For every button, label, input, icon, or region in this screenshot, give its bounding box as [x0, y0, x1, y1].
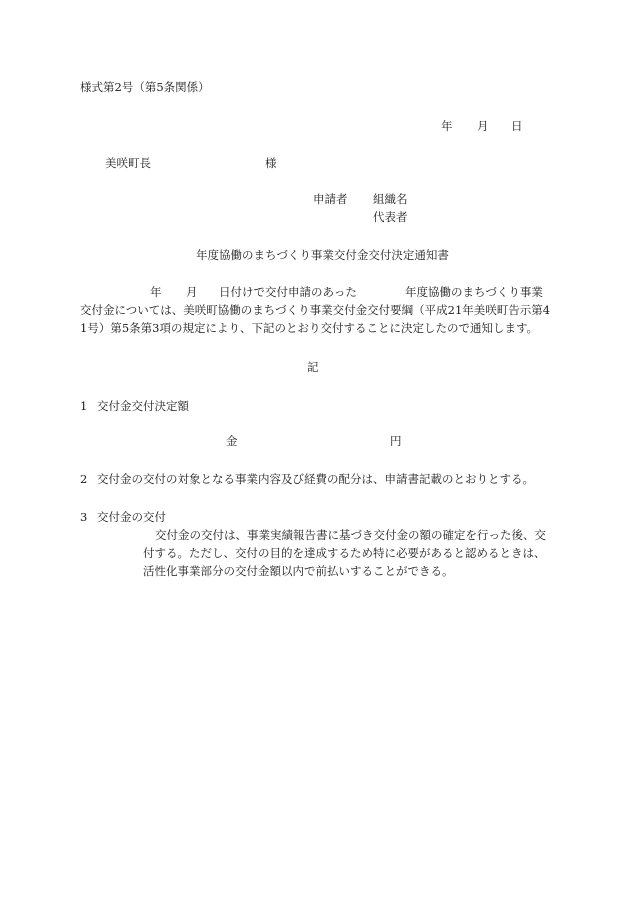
item3-label: 交付金の交付 [97, 510, 166, 524]
ki-heading: 記 [307, 360, 319, 374]
date-month-label: 月 [477, 119, 489, 133]
date-year-label: 年 [441, 119, 453, 133]
item1-label: 交付金交付決定額 [97, 399, 189, 413]
item3-line2: 付する。ただし、交付の目的を達成するため特に必要があると認めるときは、 [143, 546, 546, 560]
body-line3: 1号）第5条第3項の規定により、下記のとおり交付することに決定したので通知します。 [80, 321, 539, 335]
addressee-name: 美咲町長 [105, 156, 151, 170]
item1-en: 円 [390, 434, 402, 448]
body-line2: 交付金については、美咲町協働のまちづくり事業交付金交付要綱（平成21年美咲町告示第4 [80, 303, 551, 317]
item3-line3: 活性化事業部分の交付金額以内で前払いすることができる。 [143, 564, 454, 578]
item2-text: 交付金の交付の対象となる事業内容及び経費の配分は、申請書記載のとおりとする。 [97, 472, 534, 486]
body-year-label: 年 [150, 285, 162, 299]
date-day-label: 日 [511, 119, 523, 133]
document-title: 年度協働のまちづくり事業交付金交付決定通知書 [196, 248, 449, 262]
applicant-org-label: 組織名 [373, 192, 408, 206]
body-line1-mid: 日付けで交付申請のあった [219, 285, 357, 299]
form-number: 様式第2号（第5条関係） [80, 80, 210, 94]
item1-kin: 金 [226, 434, 238, 448]
applicant-label: 申請者 [313, 192, 348, 206]
body-month-label: 月 [186, 285, 198, 299]
applicant-rep-label: 代表者 [373, 210, 408, 224]
body-line1-end: 年度協働のまちづくり事業 [405, 285, 543, 299]
item2-number: 2 [80, 472, 88, 486]
item3-number: 3 [80, 510, 88, 524]
addressee-honorific: 様 [265, 156, 277, 170]
item3-line1: 交付金の交付は、事業実績報告書に基づき交付金の額の確定を行った後、交 [155, 528, 546, 542]
item1-number: 1 [80, 399, 88, 413]
